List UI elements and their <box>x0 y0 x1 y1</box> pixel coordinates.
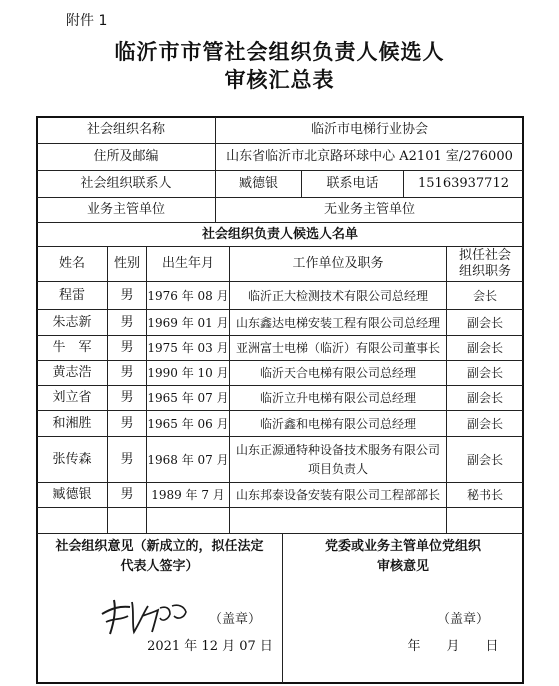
candidate-gender: 男 <box>120 390 134 405</box>
candidate-name: 牛 军 <box>52 340 92 355</box>
candidate-work: 亚洲富士电梯（临沂）有限公司董事长 <box>235 341 440 355</box>
supervisor-value: 无业务主管单位 <box>323 202 415 217</box>
candidate-work-line1: 山东正源通特种设备技术服务有限公司 <box>235 442 440 457</box>
candidate-gender: 男 <box>120 340 134 355</box>
party-opinion-title <box>283 536 523 578</box>
column-header-birth: 出生年月 <box>161 256 214 271</box>
candidate-birth: 1965 年 06 月 <box>147 416 229 431</box>
org-opinion-title-line2: 代表人签字） <box>120 559 199 574</box>
candidate-gender: 男 <box>120 365 134 380</box>
candidate-post: 副会长 <box>466 315 503 330</box>
candidate-gender: 男 <box>120 314 134 330</box>
candidate-post: 副会长 <box>466 391 503 405</box>
party-opinion-title-line2: 审核意见 <box>376 559 429 574</box>
candidate-post: 副会长 <box>466 416 503 431</box>
phone-label: 联系电话 <box>326 176 379 191</box>
candidate-work: 临沂天合电梯有限公司总经理 <box>259 366 416 380</box>
column-header-gender: 性别 <box>113 256 140 271</box>
candidate-work <box>230 437 446 482</box>
page-subtitle: 审核汇总表 <box>224 68 335 92</box>
org-name-label: 社会组织名称 <box>86 122 165 137</box>
candidate-post: 副会长 <box>466 341 503 355</box>
candidate-name: 和湘胜 <box>52 415 92 431</box>
candidate-name: 程雷 <box>58 287 85 303</box>
candidate-work: 山东邦泰设备安装有限公司工程部部长 <box>235 488 440 502</box>
candidate-birth: 1975 年 03 月 <box>147 341 229 355</box>
column-header-work: 工作单位及职务 <box>292 256 384 271</box>
org-name-value: 临沂市电梯行业协会 <box>310 122 428 137</box>
contact-value: 臧德银 <box>238 176 278 191</box>
candidate-name: 刘立省 <box>52 390 92 405</box>
candidate-birth: 1990 年 10 月 <box>147 366 229 380</box>
candidate-work: 临沂正大检测技术有限公司总经理 <box>247 288 428 303</box>
candidate-birth: 1965 年 07 月 <box>147 391 229 405</box>
org-opinion-title <box>37 536 282 578</box>
row-divider <box>37 507 523 508</box>
party-opinion-title-line1: 党委或业务主管单位党组织 <box>324 539 481 554</box>
column-header-post-line1: 拟任社会 <box>458 248 511 263</box>
candidate-gender: 男 <box>120 487 134 502</box>
candidate-birth: 1968 年 07 月 <box>147 452 229 467</box>
party-seal-label: （盖章） <box>436 612 489 627</box>
candidate-name: 朱志新 <box>52 314 92 330</box>
candidate-birth: 1976 年 08 月 <box>147 288 229 303</box>
phone-value: 15163937712 <box>418 176 509 191</box>
contact-label: 社会组织联系人 <box>80 176 172 191</box>
column-header-post <box>447 247 523 281</box>
candidate-post: 副会长 <box>466 366 503 380</box>
candidate-name: 黄志浩 <box>52 365 92 380</box>
handwritten-signature <box>96 592 200 640</box>
column-header-post-line2: 组织职务 <box>458 264 511 279</box>
page-title: 临沂市市管社会组织负责人候选人 <box>114 40 445 64</box>
org-opinion-date: 2021 年 12 月 07 日 <box>147 639 273 654</box>
candidate-gender: 男 <box>120 287 134 303</box>
supervisor-label: 业务主管单位 <box>86 202 165 217</box>
candidate-post: 秘书长 <box>466 488 503 502</box>
candidate-name: 臧德银 <box>52 487 92 502</box>
candidate-work: 山东鑫达电梯安装工程有限公司总经理 <box>235 315 440 330</box>
candidate-gender: 男 <box>120 451 134 467</box>
org-seal-label: （盖章） <box>208 612 261 627</box>
candidate-work-line2: 项目负责人 <box>307 461 368 476</box>
candidate-name: 张传森 <box>52 451 92 467</box>
candidate-gender: 男 <box>120 415 134 431</box>
candidate-work: 临沂鑫和电梯有限公司总经理 <box>259 416 416 431</box>
row-divider <box>37 533 523 534</box>
attachment-label: 附件 1 <box>66 13 108 29</box>
candidate-birth: 1989 年 7 月 <box>151 488 225 502</box>
candidate-section-title: 社会组织负责人候选人名单 <box>201 226 358 242</box>
party-opinion-date: 年 月 日 <box>407 639 499 654</box>
candidate-work: 临沂立升电梯有限公司总经理 <box>259 391 416 405</box>
candidate-post: 会长 <box>472 288 497 303</box>
org-opinion-title-line1: 社会组织意见（新成立的，拟任法定 <box>55 539 264 554</box>
column-header-name: 姓名 <box>58 256 85 271</box>
address-value: 山东省临沂市北京路环球中心 A2101 室/276000 <box>226 149 513 164</box>
address-label: 住所及邮编 <box>93 149 159 164</box>
candidate-birth: 1969 年 01 月 <box>147 315 229 330</box>
candidate-post: 副会长 <box>466 452 503 467</box>
